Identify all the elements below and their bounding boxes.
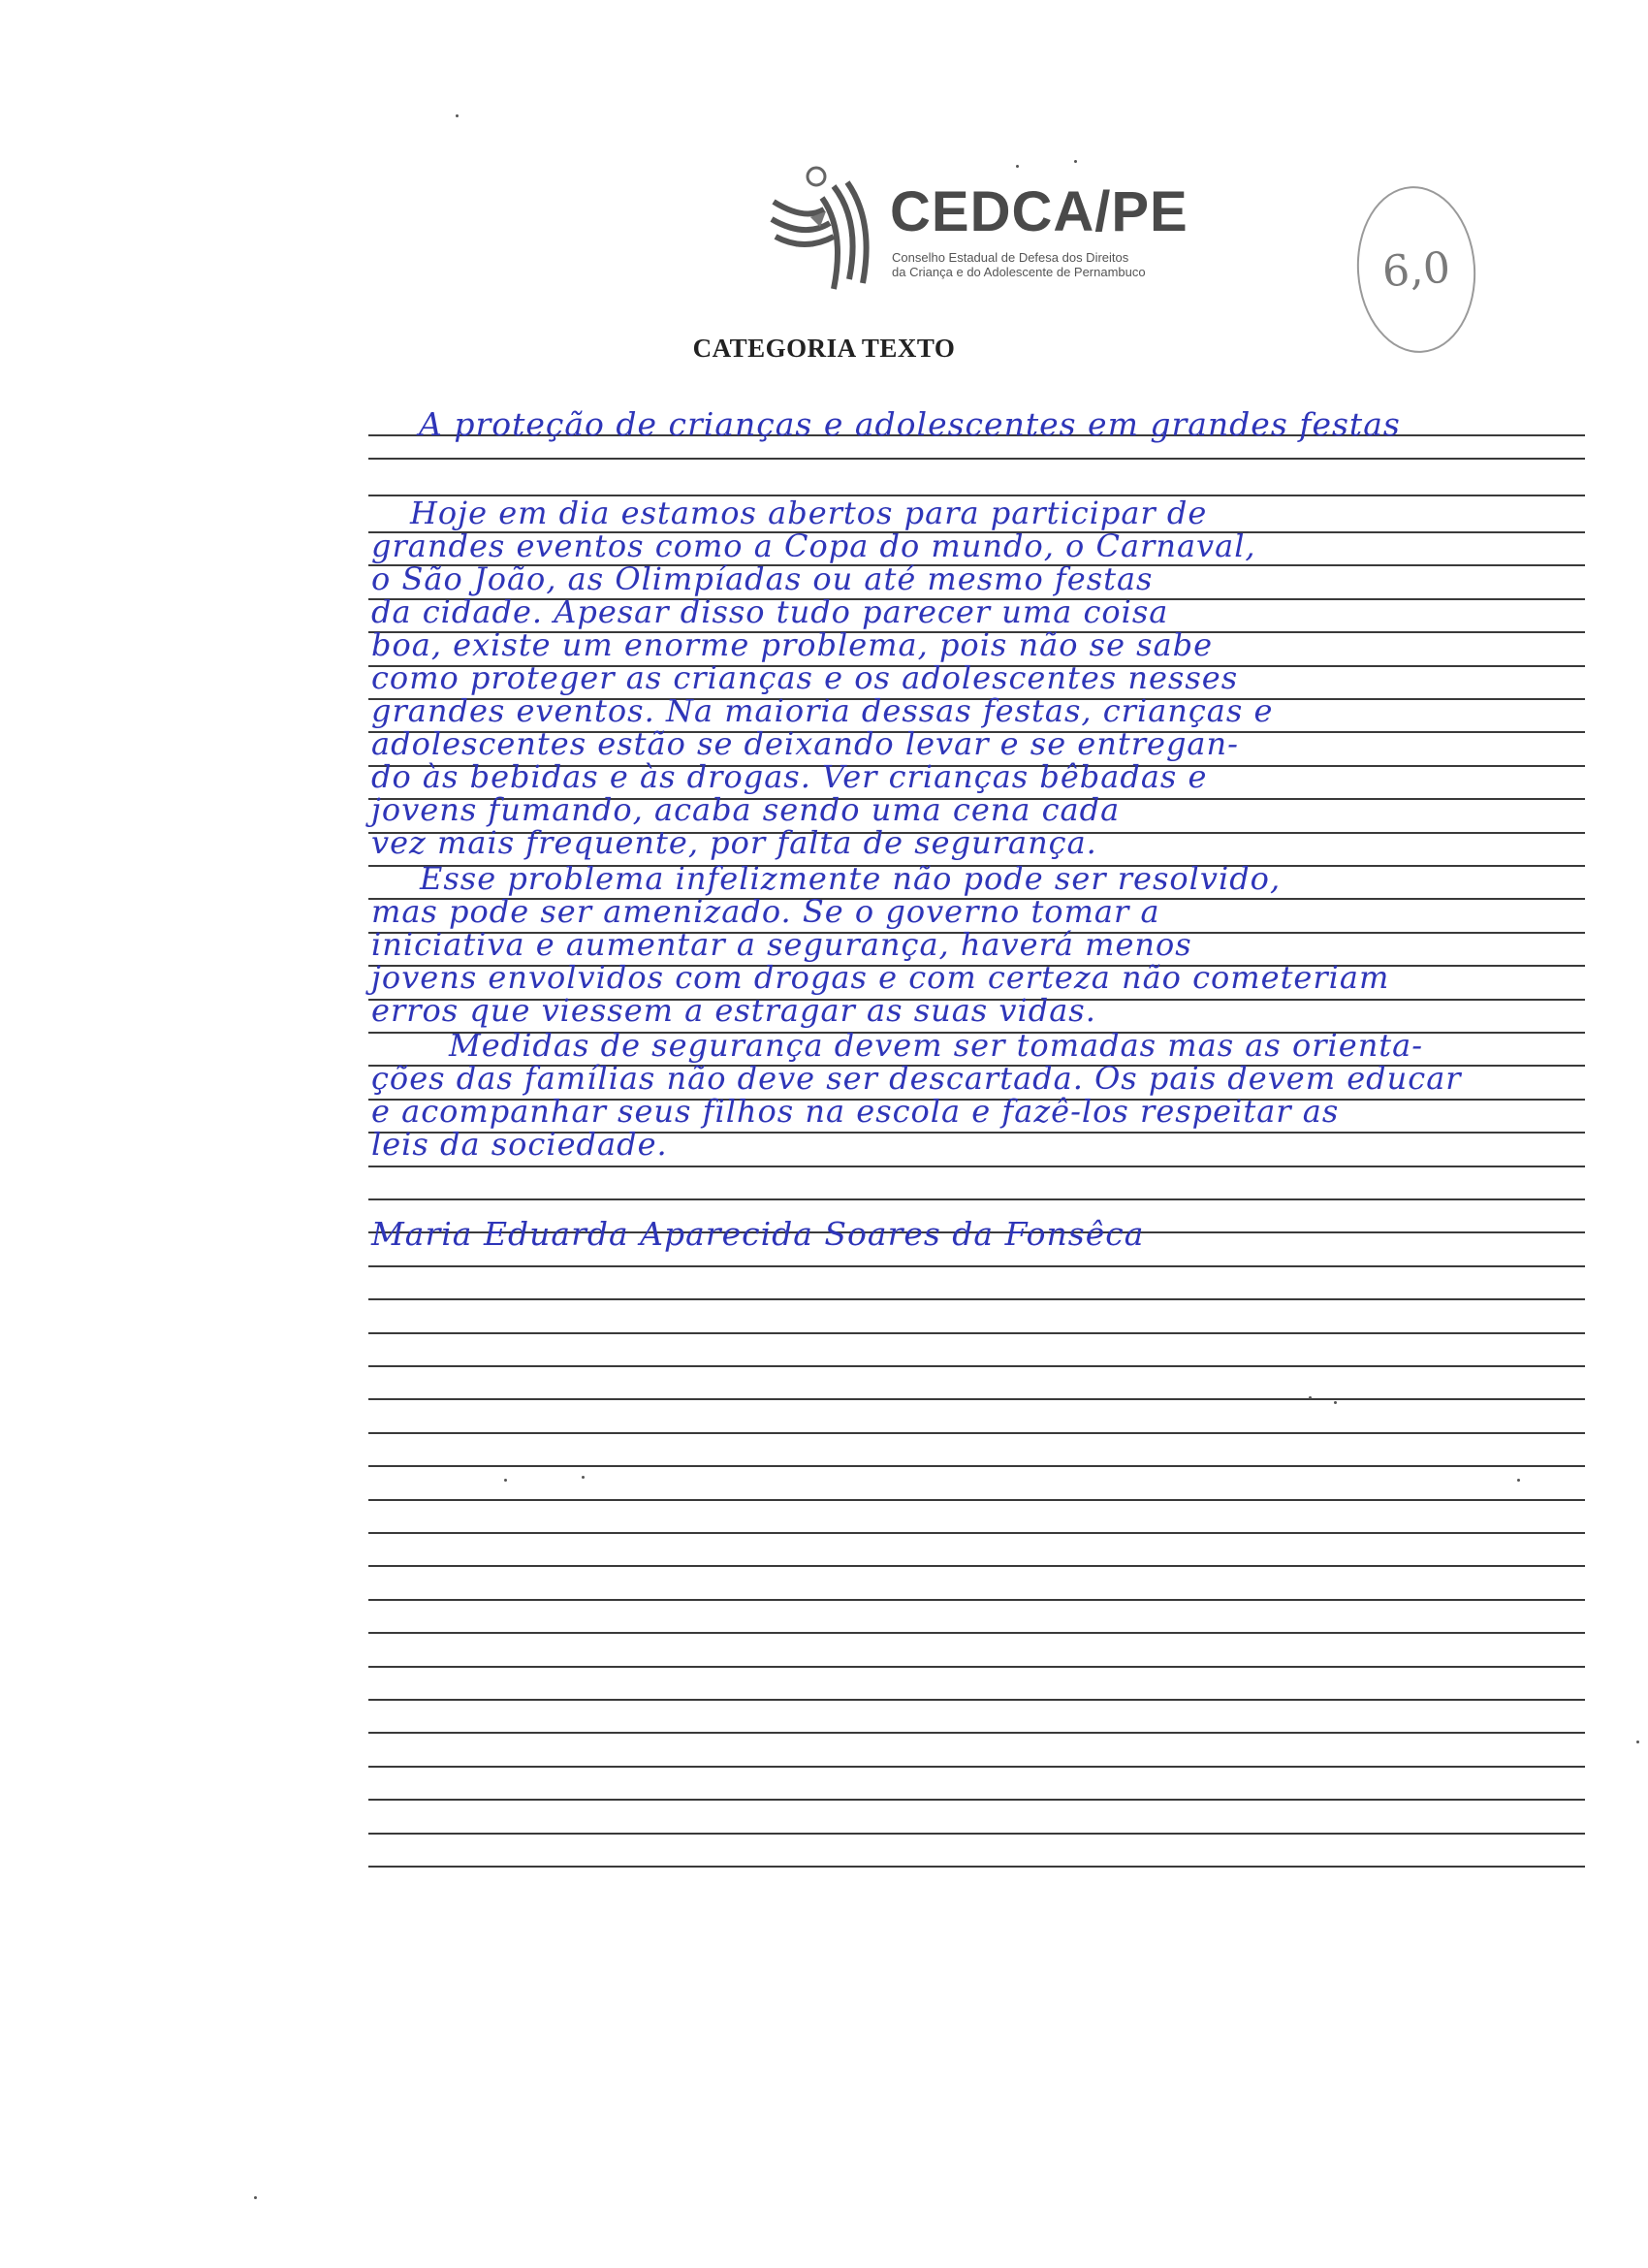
essay-line: vez mais frequente, por falta de segurança. — [371, 824, 1097, 861]
essay-line: e acompanhar seus filhos na escola e fazê-los respeitar as — [371, 1093, 1340, 1130]
essay-line: grandes eventos. Na maioria dessas festas, crianças e — [371, 692, 1274, 729]
essay-line: leis da sociedade. — [371, 1126, 668, 1163]
ruled-line — [368, 1599, 1585, 1601]
ruled-line — [368, 1766, 1585, 1768]
essay-line: jovens envolvidos com drogas e com certeza não cometeriam — [371, 959, 1390, 996]
essay-line: ções das famílias não deve ser descartada. Os pais devem educar — [371, 1060, 1462, 1097]
essay-line: jovens fumando, acaba sendo uma cena cada — [371, 791, 1121, 828]
ruled-line — [368, 1565, 1585, 1567]
essay-line: grandes eventos como a Copa do mundo, o Carnaval, — [371, 527, 1256, 564]
ruled-line — [368, 1198, 1585, 1200]
scan-speck — [456, 114, 459, 117]
essay-title: A proteção de crianças e adolescentes em grandes festas — [419, 405, 1401, 443]
essay-line: como proteger as crianças e os adolescentes nesses — [371, 659, 1239, 696]
author-signature: Maria Eduarda Aparecida Soares da Fonsêca — [371, 1215, 1145, 1253]
scan-speck — [1309, 1396, 1312, 1399]
ruled-line — [368, 1298, 1585, 1300]
ruled-line — [368, 1465, 1585, 1467]
scan-speck — [1074, 160, 1077, 163]
essay-line: do às bebidas e às drogas. Ver crianças bêbadas e — [371, 758, 1208, 795]
ruled-line — [368, 1833, 1585, 1835]
scan-speck — [1334, 1401, 1337, 1404]
essay-line: boa, existe um enorme problema, pois não se sabe — [371, 626, 1214, 663]
ruled-line — [368, 1332, 1585, 1334]
ruled-line — [368, 1699, 1585, 1701]
ruled-line — [368, 1666, 1585, 1668]
essay-line: Hoje em dia estamos abertos para participar de — [410, 495, 1208, 531]
score-value: 6,0 — [1380, 242, 1452, 297]
org-subtitle-line2: da Criança e do Adolescente de Pernambuco — [892, 265, 1146, 279]
org-name: CEDCA/PE — [890, 180, 1188, 243]
org-subtitle-line1: Conselho Estadual de Defesa dos Direitos — [892, 250, 1129, 265]
essay-line: o São João, as Olimpíadas ou até mesmo festas — [371, 560, 1154, 597]
ruled-line — [368, 1265, 1585, 1267]
scan-speck — [1517, 1479, 1520, 1482]
ruled-line — [368, 458, 1585, 460]
ruled-line — [368, 1799, 1585, 1801]
ruled-line — [368, 1732, 1585, 1734]
essay-line: adolescentes estão se deixando levar e se entregan- — [371, 725, 1239, 762]
essay-line: iniciativa e aumentar a segurança, haverá menos — [371, 926, 1192, 963]
scan-speck — [504, 1479, 507, 1482]
scan-speck — [582, 1476, 585, 1479]
essay-line: Medidas de segurança devem ser tomadas mas as orienta- — [449, 1027, 1424, 1064]
ruled-line — [368, 1499, 1585, 1501]
scan-speck — [1636, 1741, 1639, 1743]
ruled-line — [368, 1398, 1585, 1400]
ruled-line — [368, 1166, 1585, 1167]
scan-speck — [1016, 165, 1019, 168]
ruled-line — [368, 1365, 1585, 1367]
ruled-line — [368, 1632, 1585, 1634]
ruled-line — [368, 1432, 1585, 1434]
ruled-line — [368, 1866, 1585, 1868]
category-heading: CATEGORIA TEXTO — [692, 334, 956, 363]
essay-line: Esse problema infelizmente não pode ser resolvido, — [420, 860, 1282, 897]
essay-line: erros que viessem a estragar as suas vidas. — [371, 992, 1096, 1029]
ruled-line — [368, 1532, 1585, 1534]
essay-line: da cidade. Apesar disso tudo parecer uma coisa — [371, 593, 1169, 630]
essay-line: mas pode ser amenizado. Se o governo tomar a — [371, 893, 1160, 930]
scan-speck — [254, 2196, 257, 2199]
